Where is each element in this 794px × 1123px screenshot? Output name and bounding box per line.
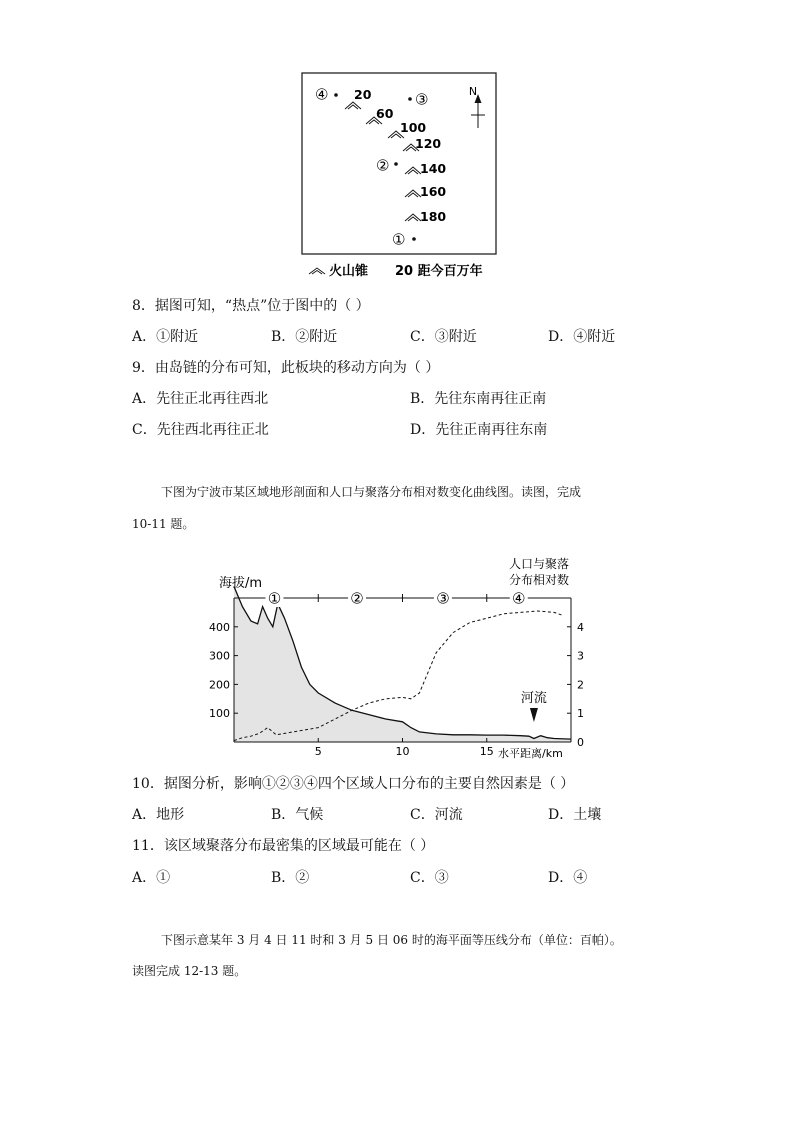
y-left-tick-label: 200 [209, 678, 230, 692]
region-label: ② [350, 589, 364, 608]
region-label: ④ [512, 589, 526, 608]
intro-2-line-1: 下图示意某年 3 月 4 日 11 时和 3 月 5 日 06 时的海平面等压线分布（单位：百帕）。 [161, 933, 622, 947]
legend-text: 火山锥 [329, 264, 369, 279]
y-right-tick-label: 1 [577, 707, 584, 721]
y-right-tick-label: 3 [577, 649, 584, 663]
river-marker-icon [530, 708, 538, 722]
q10-option-b: B．气候 [271, 807, 324, 823]
y-right-label-line2: 分布相对数 [508, 573, 570, 587]
legend [309, 263, 483, 279]
y-right-label-line1: 人口与聚落 [508, 557, 570, 571]
q8-option-c: C．③附近 [410, 329, 477, 345]
q11-option-d: D．④ [548, 870, 588, 886]
q8-option-d: D．④附近 [548, 329, 616, 345]
svg-text:N: N [468, 85, 478, 98]
y-left-tick-label: 300 [209, 649, 230, 663]
q9-option-b: B．先往东南再往正南 [410, 391, 547, 407]
y-right-tick-label: 4 [577, 620, 584, 634]
age-number: 100 [400, 120, 427, 135]
q10-option-d: D．土壤 [548, 807, 602, 823]
x-tick-label: 15 [479, 745, 494, 758]
point-1-dot [412, 237, 416, 241]
point-1-label: ① [392, 230, 406, 249]
legend-note: 20 距今百万年 [395, 264, 483, 279]
point-3-label: ③ [415, 90, 429, 109]
point-2-label: ② [376, 156, 390, 175]
x-tick-label: 5 [314, 745, 322, 758]
point-2-dot [394, 162, 398, 166]
question-9-stem: 9．由岛链的分布可知，此板块的移动方向为（ ） [132, 360, 440, 376]
intro-2-line-2: 读图完成 12-13 题。 [132, 964, 247, 978]
age-number: 20 [354, 87, 372, 102]
y-right-tick-label: 0 [577, 736, 584, 749]
age-number: 140 [420, 161, 447, 176]
age-number: 160 [420, 184, 447, 199]
point-4-label: ④ [315, 85, 329, 104]
point-4-dot [334, 93, 338, 97]
y-left-tick-label: 400 [209, 620, 230, 634]
q10-option-c: C．河流 [410, 807, 463, 823]
figure-frame [302, 73, 496, 254]
chart-plot [209, 587, 584, 759]
intro-1-line-1: 下图为宁波市某区域地形剖面和人口与聚落分布相对数变化曲线图。读图，完成 [161, 485, 582, 499]
q9-option-d: D．先往正南再往东南 [410, 422, 548, 438]
y-right-tick-label: 2 [577, 678, 584, 692]
question-10-stem: 10．据图分析，影响①②③④四个区域人口分布的主要自然因素是（ ） [132, 776, 575, 792]
x-tick-label: 10 [395, 745, 410, 758]
q8-option-b: B．②附近 [271, 329, 338, 345]
terrain-area [234, 587, 571, 743]
region-label: ③ [436, 589, 450, 608]
question-8-stem: 8．据图可知，“热点”位于图中的（ ） [132, 298, 370, 314]
y-left-label: 海拔/m [219, 576, 263, 591]
profile-chart [205, 552, 595, 762]
age-number: 60 [376, 106, 394, 121]
x-axis-label: 水平距离/km [498, 747, 563, 760]
q9-option-a: A．先往正北再往西北 [132, 391, 269, 407]
point-3-dot [408, 97, 412, 101]
q11-option-a: A．① [132, 870, 171, 886]
river-label: 河流 [520, 691, 547, 706]
island-chain-figure [295, 68, 505, 283]
age-number: 120 [415, 136, 442, 151]
intro-1-line-2: 10-11 题。 [132, 517, 195, 531]
question-11-stem: 11．该区域聚落分布最密集的区域最可能在（ ） [132, 838, 435, 854]
region-label: ① [267, 589, 282, 608]
q11-option-b: B．② [271, 870, 310, 886]
age-number: 180 [420, 209, 447, 224]
q9-option-c: C．先往西北再往正北 [132, 422, 269, 438]
y-left-tick-label: 100 [209, 707, 230, 721]
q8-option-a: A．①附近 [132, 329, 199, 345]
q11-option-c: C．③ [410, 870, 449, 886]
q10-option-a: A．地形 [132, 807, 185, 823]
